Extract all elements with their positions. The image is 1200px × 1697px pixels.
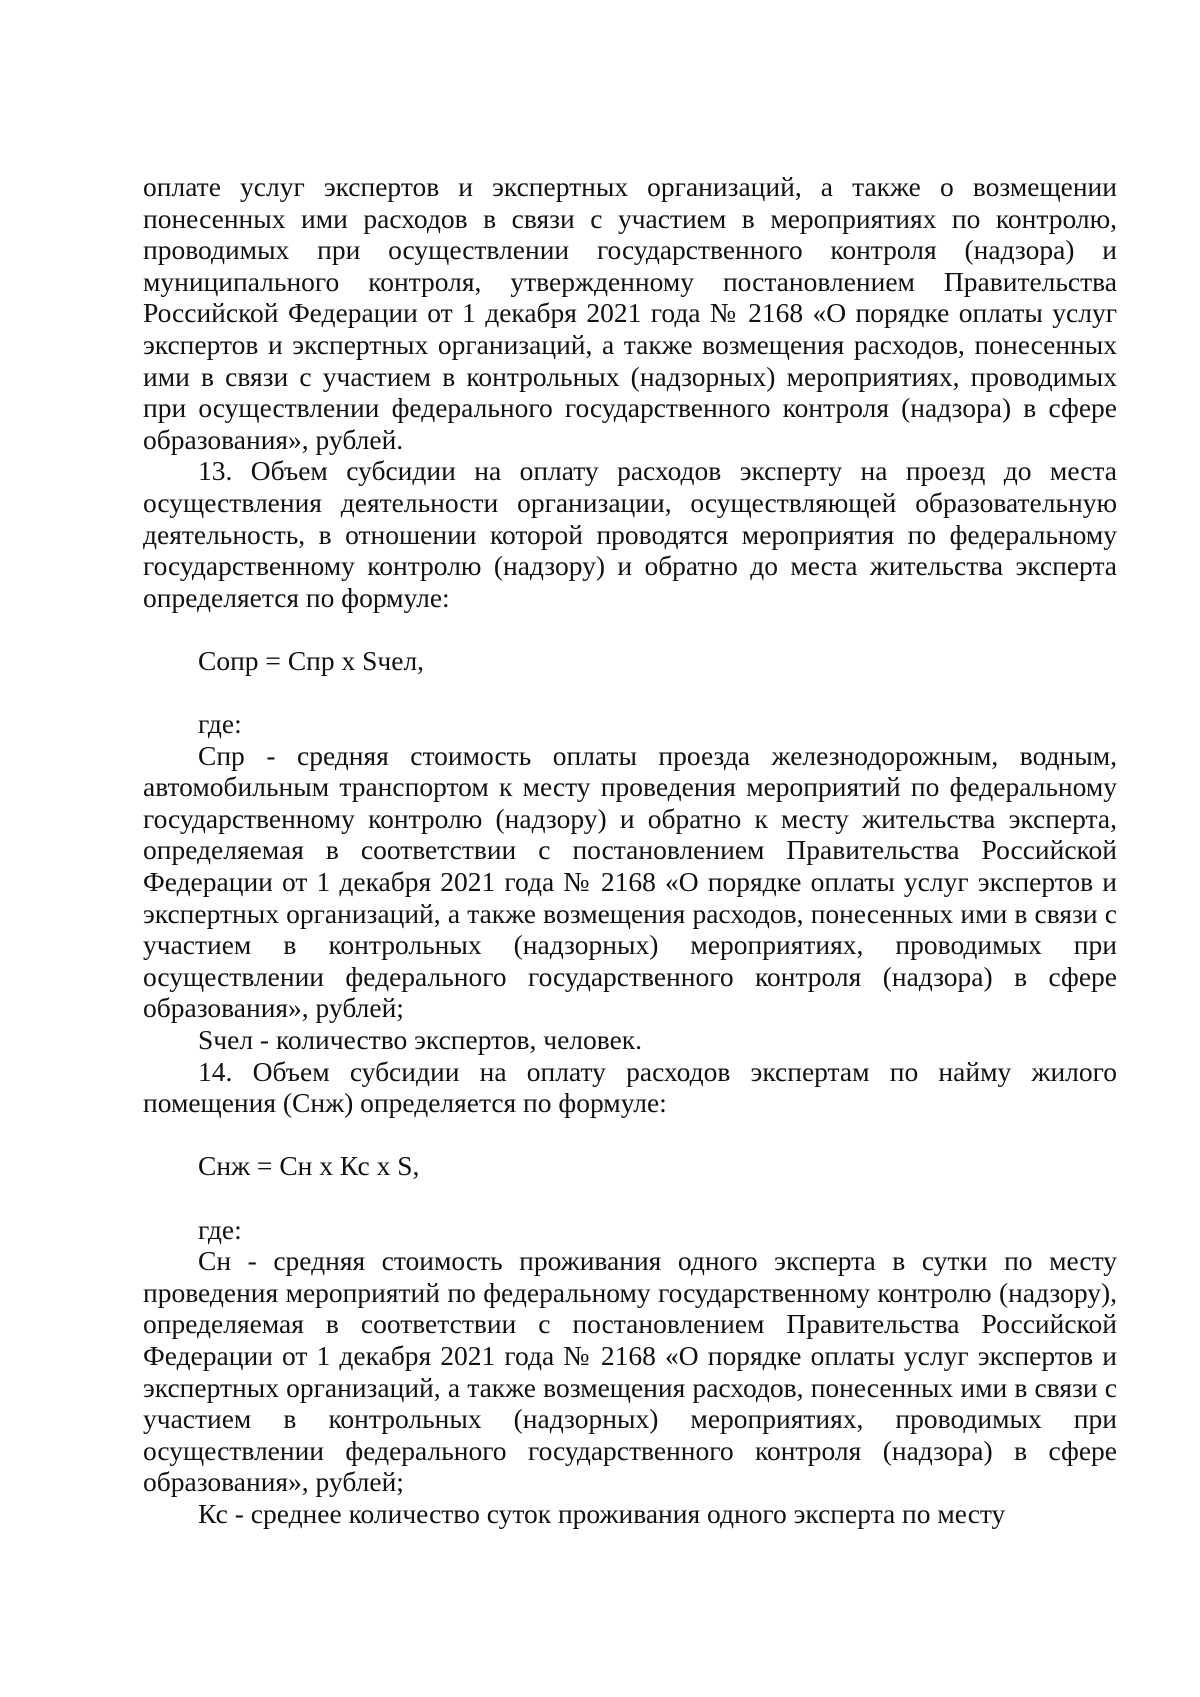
- definition-schel: Sчел - количество экспертов, человек.: [198, 1024, 643, 1056]
- definition-spr: Спр - средняя стоимость оплаты проезда железнодорожным, водным, автомобильным транспортом к месту проведения мероприятий по федеральному государственному контролю (надзору) и обратно к месту жительства эксперта, определяемая в соответствии с постановлением Правительства Российской Федерации от 1 декабря 2021 года № 2168 «О порядке оплаты услуг экспертов и экспертных организаций, а также возмещения расходов, понесенных ими в связи с участием в контрольных (надзорных) мероприятиях, проводимых при осуществлении федерального государственного контроля (надзора) в сфере образования», рублей;: [143, 739, 1117, 1024]
- formula-sopr: Сопр = Спр x Sчел,: [198, 644, 425, 676]
- paragraph-item-14: 14. Объем субсидии на оплату расходов экспертам по найму жилого помещения (Снж) определяется по формуле:: [143, 1055, 1117, 1119]
- paragraph-item-13: 13. Объем субсидии на оплату расходов эксперту на проезд до места осуществления деятельности организации, осуществляющей образовательную деятельность, в отношении которой проводятся мероприятия по федеральному государственному контролю (надзору) и обратно до места жительства эксперта определяется по формуле:: [143, 455, 1117, 613]
- where-label: где:: [198, 1213, 242, 1245]
- formula-snzh: Снж = Сн x Кс x S,: [198, 1150, 420, 1182]
- document-body: [143, 171, 1117, 1530]
- where-label: где:: [198, 708, 242, 740]
- definition-ks: Кс - среднее количество суток проживания одного эксперта по месту: [198, 1497, 1006, 1529]
- definition-sn: Сн - средняя стоимость проживания одного эксперта в сутки по месту проведения мероприятий по федеральному государственному контролю (надзору), определяемая в соответствии с постановлением Правительства Российской Федерации от 1 декабря 2021 года № 2168 «О порядке оплаты услуг экспертов и экспертных организаций, а также возмещения расходов, понесенных ими в связи с участием в контрольных (надзорных) мероприятиях, проводимых при осуществлении федерального государственного контроля (надзора) в сфере образования», рублей;: [143, 1245, 1117, 1498]
- paragraph-continuation: оплате услуг экспертов и экспертных организаций, а также о возмещении понесенных ими расходов в связи с участием в мероприятиях по контролю, проводимых при осуществлении государственного контроля (надзора) и муниципального контроля, утвержденному постановлением Правительства Российской Федерации от 1 декабря 2021 года № 2168 «О порядке оплаты услуг экспертов и экспертных организаций, а также возмещения расходов, понесенных ими в связи с участием в контрольных (надзорных) мероприятиях, проводимых при осуществлении федерального государственного контроля (надзора) в сфере образования», рублей.: [143, 171, 1117, 455]
